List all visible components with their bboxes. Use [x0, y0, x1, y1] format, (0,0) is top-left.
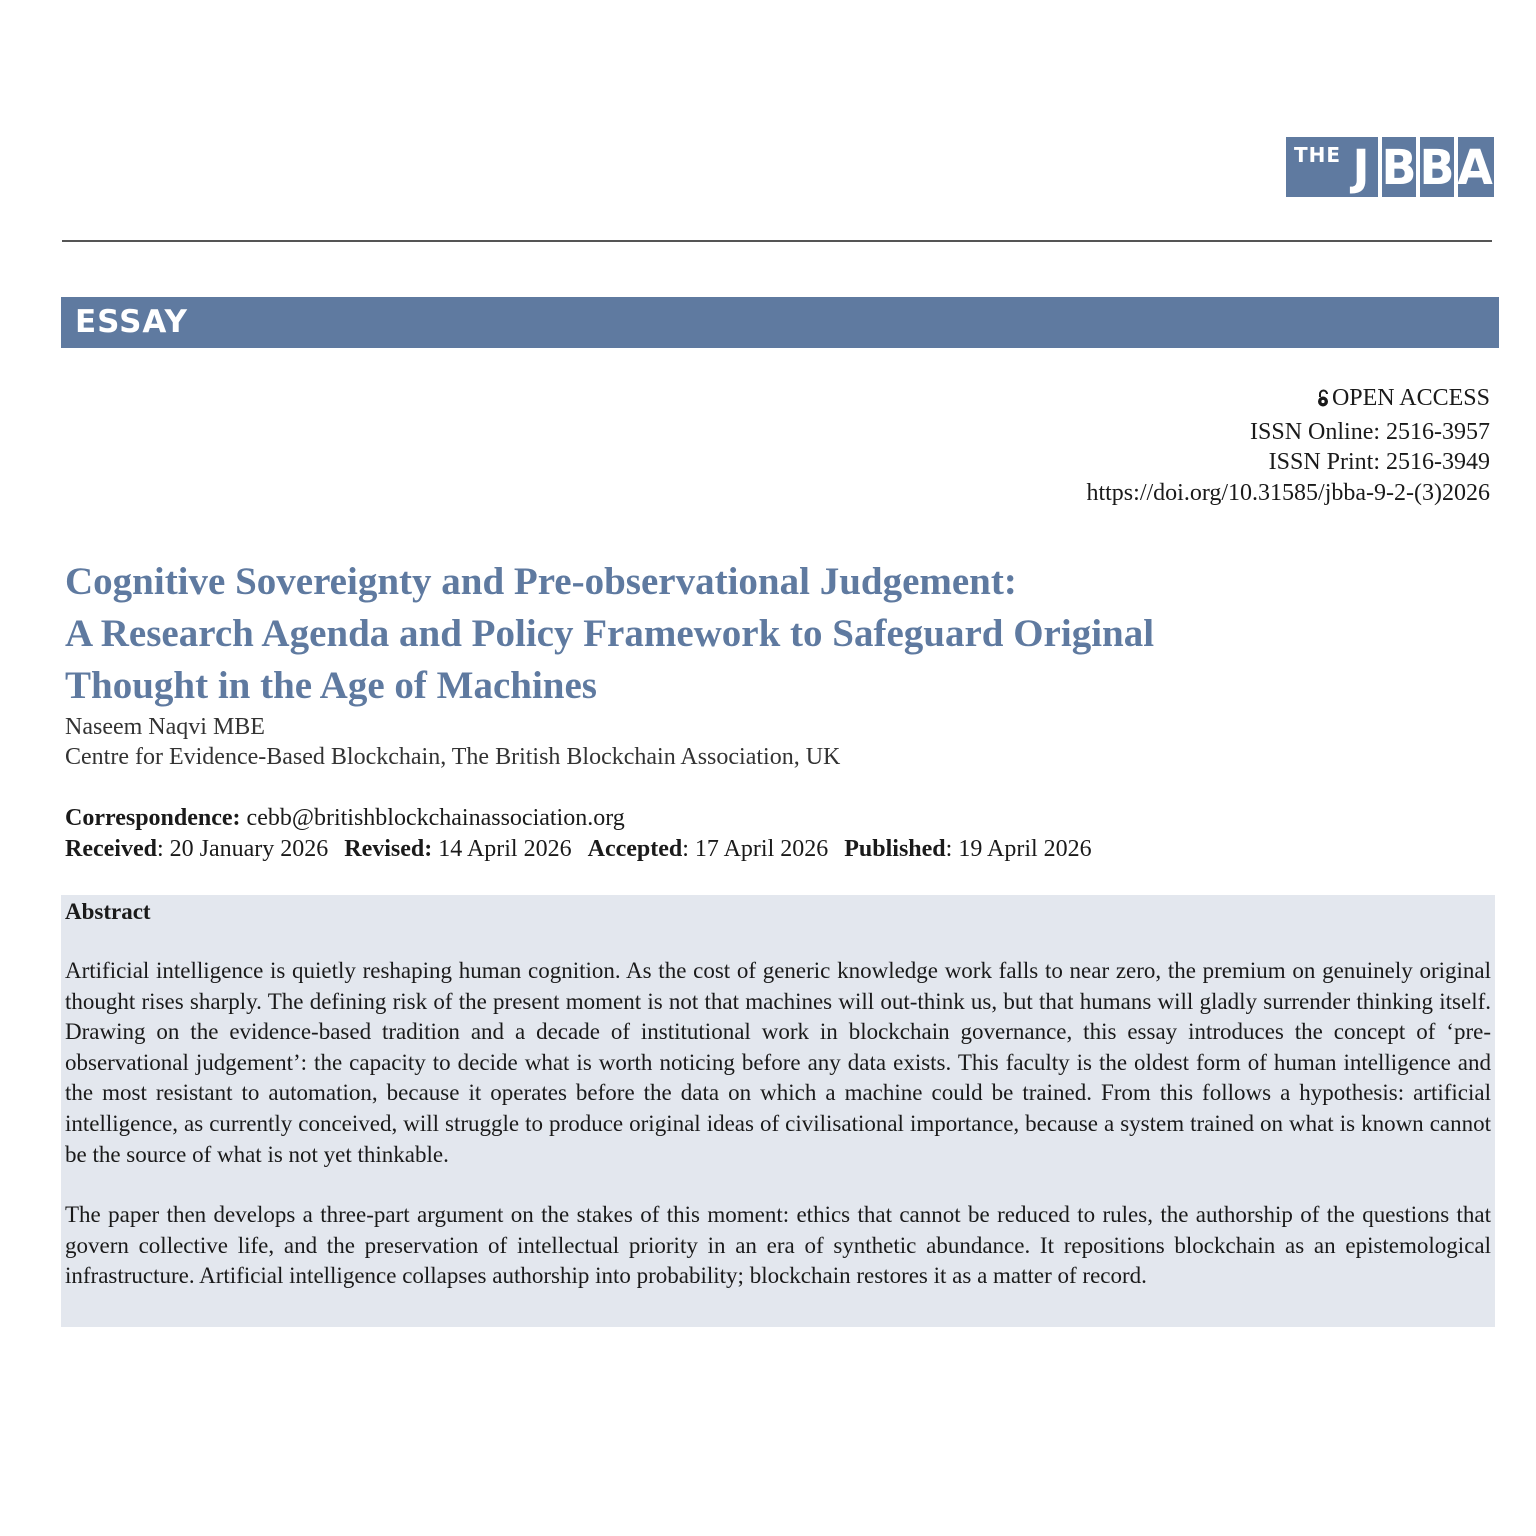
logo-letter: J: [1352, 138, 1370, 196]
abstract-paragraph: The paper then develops a three-part argument on the stakes of this moment: ethics that cannot be reduced to rules, the authorship of the questions that govern collective life, and the preservation of intellectual priority in an era of synthetic abundance. It repositions blockchain as an epistemological infrastructure. Artificial intelligence collapses authorship into probability; blockchain restores it as a matter of record.: [65, 1202, 1491, 1289]
title-line: A Research Agenda and Policy Framework to Safeguard Original: [65, 612, 1155, 655]
accepted-date: : 17 April 2026: [682, 836, 829, 862]
published-label: Published: [844, 836, 946, 862]
correspondence-email[interactable]: cebb@britishblockchainassociation.org: [246, 805, 625, 831]
jbba-logo: [1286, 137, 1494, 197]
paper-title: [65, 556, 1485, 712]
abstract-box: [61, 895, 1495, 1327]
revised-date: 14 April 2026: [432, 836, 572, 862]
logo-letter: B: [1416, 136, 1454, 199]
issn-online: ISSN Online: 2516-3957: [1250, 418, 1490, 445]
logo-letters: [1344, 137, 1492, 197]
article-meta: [1086, 383, 1490, 508]
correspondence-line: [65, 803, 625, 833]
logo-the: THE: [1294, 143, 1342, 167]
issn-print: ISSN Print: 2516-3949: [1268, 449, 1490, 476]
published-date: : 19 April 2026: [945, 836, 1092, 862]
accepted-label: Accepted: [587, 836, 683, 862]
doi-link[interactable]: https://doi.org/10.31585/jbba-9-2-(3)2026: [1086, 479, 1490, 506]
open-access-line: [1086, 383, 1490, 417]
received-date: : 20 January 2026: [156, 836, 329, 862]
header-divider: [62, 240, 1492, 242]
received-label: Received: [65, 836, 157, 862]
correspondence-label: Correspondence:: [65, 805, 241, 831]
article-dates: [65, 834, 1092, 864]
author-affiliation: Centre for Evidence-Based Blockchain, The British Blockchain Association, UK: [65, 744, 841, 770]
abstract-paragraph: Artificial intelligence is quietly reshaping human cognition. As the cost of generic knowledge work falls to near zero, the premium on genuinely original thought rises sharply. The defining risk of the present moment is not that machines will out-think us, but that humans will gladly surrender thinking itself. Drawing on the evidence-based tradition and a decade of institutional work in blockchain governance, this essay introduces the concept of ‘pre-observational judgement’: the capacity to decide what is worth noticing before any data exists. This faculty is the oldest form of human intelligence and the most resistant to automation, because it operates before the data on which a machine could be trained. From this follows a hypothesis: artificial intelligence, as currently conceived, will struggle to produce original ideas of civilisational importance, because a system trained on what is known cannot be the source of what is not yet thinkable.: [65, 958, 1491, 1167]
title-line: Thought in the Age of Machines: [65, 664, 597, 707]
author-name: Naseem Naqvi MBE: [65, 714, 265, 740]
title-line: Cognitive Sovereignty and Pre-observational Judgement:: [65, 560, 1017, 603]
revised-label: Revised:: [344, 836, 433, 862]
open-access-label: OPEN ACCESS: [1331, 385, 1490, 411]
logo-letter: B: [1378, 136, 1416, 199]
section-banner: [61, 297, 1499, 348]
logo-letter: A: [1454, 136, 1492, 199]
open-lock-icon: [1316, 388, 1330, 408]
section-label: ESSAY: [75, 304, 188, 340]
abstract-heading: Abstract: [65, 899, 151, 924]
